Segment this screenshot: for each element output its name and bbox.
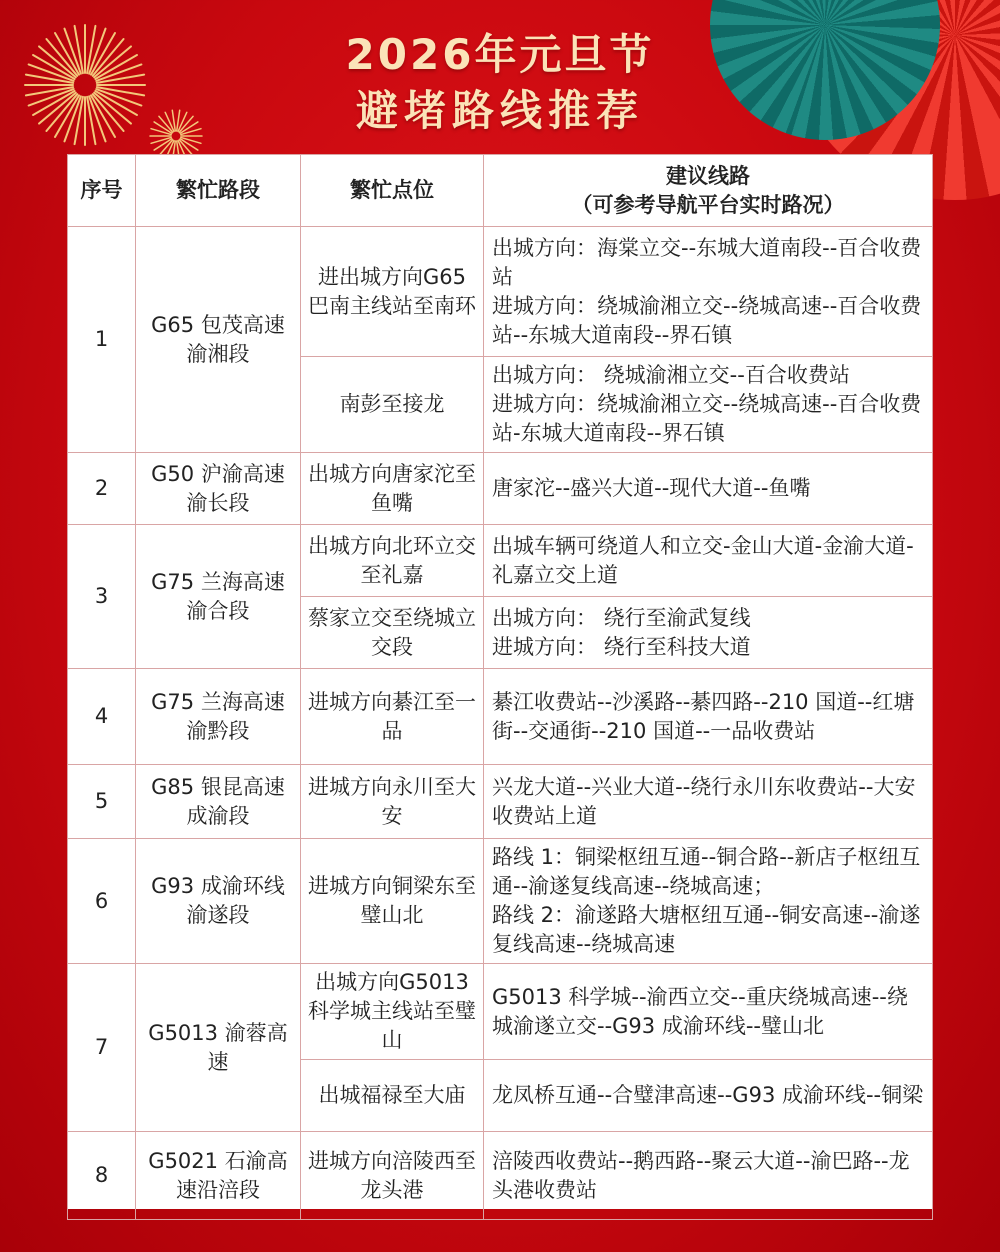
cell-index: 6 — [68, 839, 136, 964]
route-line: 出城方向：海棠立交--东城大道南段--百合收费站 — [492, 235, 922, 289]
cell-index: 5 — [68, 765, 136, 839]
cell-index: 2 — [68, 453, 136, 525]
table-body — [68, 227, 933, 1220]
cell-section: G5013 渝蓉高速 — [136, 964, 301, 1132]
route-line: G5013 科学城--渝西立交--重庆绕城高速--绕城渝遂立交--G93 成渝环线--璧山北 — [492, 984, 908, 1038]
page-title-line1: 2026年元旦节 — [345, 30, 655, 79]
cell-section: G85 银昆高速成渝段 — [136, 765, 301, 839]
route-line: 唐家沱--盛兴大道--现代大道--鱼嘴 — [492, 476, 811, 500]
cell-route — [484, 964, 933, 1060]
cell-index: 8 — [68, 1132, 136, 1220]
route-line: 出城方向： 绕行至渝武复线 — [492, 605, 751, 630]
cell-spot: 进城方向涪陵西至龙头港 — [301, 1132, 484, 1220]
header-spot: 繁忙点位 — [301, 155, 484, 227]
route-line: 涪陵西收费站--鹅西路--聚云大道--渝巴路--龙头港收费站 — [492, 1148, 910, 1202]
cell-section: G93 成渝环线渝遂段 — [136, 839, 301, 964]
table-row — [68, 453, 933, 525]
route-line: 兴龙大道--兴业大道--绕行永川东收费站--大安收费站上道 — [492, 774, 916, 828]
page-title-line2: 避堵路线推荐 — [355, 86, 644, 135]
header-route-subtitle: （可参考导航平台实时路况） — [571, 192, 845, 217]
table-row — [68, 525, 933, 597]
route-line: 出城方向： 绕城渝湘立交--百合收费站 — [492, 363, 850, 387]
cell-spot: 出城方向北环立交至礼嘉 — [301, 525, 484, 597]
cell-spot: 进出城方向G65 巴南主线站至南环 — [301, 227, 484, 357]
route-line: 进城方向：绕城渝湘立交--绕城高速--百合收费站-东城大道南段--界石镇 — [492, 392, 922, 445]
cell-section: G65 包茂高速渝湘段 — [136, 227, 301, 453]
cell-route — [484, 525, 933, 597]
table-row — [68, 964, 933, 1060]
cell-spot: 进城方向綦江至一品 — [301, 669, 484, 765]
cell-spot: 出城方向G5013 科学城主线站至璧山 — [301, 964, 484, 1060]
cell-section: G50 沪渝高速渝长段 — [136, 453, 301, 525]
table-row — [68, 765, 933, 839]
cell-index: 3 — [68, 525, 136, 669]
cell-route — [484, 597, 933, 669]
header-section: 繁忙路段 — [136, 155, 301, 227]
header-route-title: 建议线路 — [666, 163, 750, 188]
cell-route — [484, 839, 933, 964]
route-line: 路线 1：铜梁枢纽互通--铜合路--新店子枢纽互通--渝遂复线高速--绕城高速； — [492, 845, 921, 898]
table-row — [68, 669, 933, 765]
cell-route — [484, 1060, 933, 1132]
table-row — [68, 227, 933, 357]
cell-route — [484, 1132, 933, 1220]
cell-section: G5021 石渝高速沿涪段 — [136, 1132, 301, 1220]
header-index: 序号 — [68, 155, 136, 227]
cell-section: G75 兰海高速渝黔段 — [136, 669, 301, 765]
header-route — [484, 155, 933, 227]
cell-spot: 蔡家立交至绕城立交段 — [301, 597, 484, 669]
cell-section: G75 兰海高速渝合段 — [136, 525, 301, 669]
table-row — [68, 1132, 933, 1220]
cell-spot: 进城方向铜梁东至璧山北 — [301, 839, 484, 964]
cell-route — [484, 765, 933, 839]
route-table-container — [67, 154, 933, 1209]
cell-index: 7 — [68, 964, 136, 1132]
route-line: 进城方向：绕城渝湘立交--绕城高速--百合收费站--东城大道南段--界石镇 — [492, 293, 922, 347]
table-row — [68, 839, 933, 964]
cell-route — [484, 227, 933, 357]
table-header-row — [68, 155, 933, 227]
cell-index: 4 — [68, 669, 136, 765]
cell-spot: 出城福禄至大庙 — [301, 1060, 484, 1132]
cell-route — [484, 669, 933, 765]
route-line: 綦江收费站--沙溪路--綦四路--210 国道--红塘街--交通街--210 国道--一品收费站 — [492, 689, 915, 743]
route-line: 进城方向： 绕行至科技大道 — [492, 634, 751, 659]
cell-spot: 出城方向唐家沱至鱼嘴 — [301, 453, 484, 525]
cell-route — [484, 357, 933, 453]
route-table — [67, 154, 933, 1220]
cell-route — [484, 453, 933, 525]
route-line: 龙凤桥互通--合璧津高速--G93 成渝环线--铜梁 — [492, 1083, 924, 1107]
cell-index: 1 — [68, 227, 136, 453]
route-line: 出城车辆可绕道人和立交-金山大道-金渝大道-礼嘉立交上道 — [492, 533, 914, 587]
cell-spot: 南彭至接龙 — [301, 357, 484, 453]
route-line: 路线 2：渝遂路大塘枢纽互通--铜安高速--渝遂复线高速--绕城高速 — [492, 903, 921, 956]
cell-spot: 进城方向永川至大安 — [301, 765, 484, 839]
